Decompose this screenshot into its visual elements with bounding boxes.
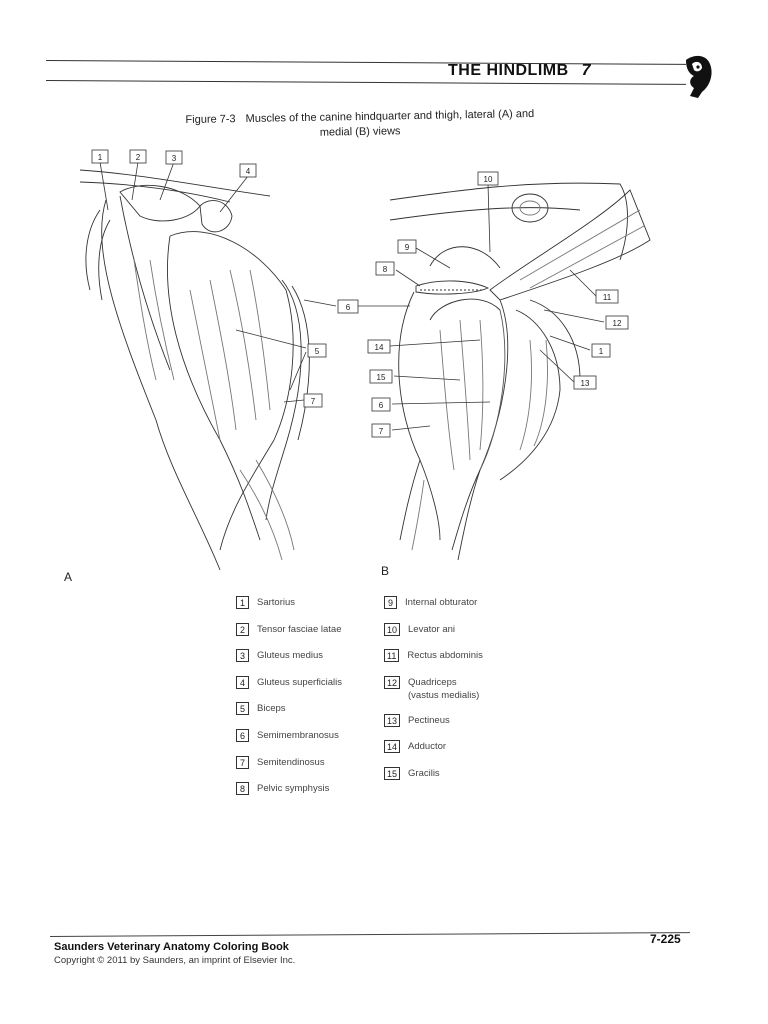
callout-b-8	[376, 262, 394, 275]
callout-b-8-label: 8	[382, 265, 388, 274]
legend-number: 4	[236, 676, 249, 689]
callout-a-2-label: 2	[135, 153, 141, 162]
legend-item	[384, 740, 483, 767]
legend-label: Internal obturator	[405, 597, 478, 608]
legend-number: 7	[236, 756, 249, 769]
legend-number: 10	[384, 623, 400, 636]
callout-b-7	[372, 424, 390, 437]
legend-number: 15	[384, 767, 400, 780]
legend-label: Adductor	[408, 741, 447, 753]
callout-b-12-label: 12	[612, 319, 622, 328]
legend-number: 9	[384, 596, 397, 609]
legend-item	[384, 676, 483, 714]
legend-item	[236, 596, 342, 623]
legend-number: 14	[384, 740, 400, 753]
callout-a-7	[304, 394, 322, 407]
legend-item	[384, 649, 483, 676]
dog-head-icon	[680, 52, 714, 100]
callout-a-6-label: 6	[345, 303, 351, 312]
callout-b-14	[368, 340, 390, 353]
callout-b-9	[398, 240, 416, 253]
legend-item	[236, 782, 342, 809]
callout-a-5-label: 5	[314, 347, 320, 356]
callout-b-11	[596, 290, 618, 303]
panel-label-a: A	[64, 570, 73, 584]
legend-label: Semimembranosus	[257, 729, 339, 741]
legend-number: 5	[236, 702, 249, 715]
legend-item	[236, 676, 342, 703]
legend-label: Biceps	[257, 703, 286, 715]
figure-caption-line1: Muscles of the canine hindquarter and thigh, lateral (A) and	[245, 107, 535, 125]
callout-a-2	[130, 150, 146, 163]
legend-item	[236, 623, 342, 650]
legend-item	[384, 623, 483, 650]
legend-right-column	[384, 596, 483, 794]
figure-caption	[140, 106, 580, 144]
legend-number: 13	[384, 714, 400, 727]
legend-label: Semitendinosus	[257, 756, 325, 768]
callout-b-14-label: 14	[374, 343, 384, 352]
callout-a-1-label: 1	[97, 153, 103, 162]
legend-item	[384, 596, 483, 623]
legend-number: 12	[384, 676, 400, 689]
chapter-title-text: THE HINDLIMB	[448, 62, 569, 79]
callout-b-10	[478, 172, 498, 185]
callout-b-7-label: 7	[378, 427, 384, 436]
callout-a-4-label: 4	[245, 167, 251, 176]
legend-label: Quadriceps (vastus medialis)	[408, 676, 480, 701]
callout-b-11-label: 11	[602, 293, 612, 302]
callouts-a	[92, 150, 358, 407]
callout-b-1	[592, 344, 610, 357]
callout-b-13-label: 13	[580, 379, 590, 388]
legend-item	[384, 767, 483, 794]
callout-b-9-label: 9	[404, 243, 410, 252]
legend-item	[384, 714, 483, 741]
callout-b-13	[574, 376, 596, 389]
medial-view-drawing	[390, 183, 650, 560]
callout-b-6-label: 6	[378, 401, 384, 410]
legend-number: 2	[236, 623, 249, 636]
callout-b-12	[606, 316, 628, 329]
legend-label: Gluteus superficialis	[257, 676, 343, 688]
callout-a-7-label: 7	[310, 397, 316, 406]
legend-label: Pectineus	[408, 714, 450, 726]
legend-number: 6	[236, 729, 249, 742]
legend-number: 1	[236, 596, 249, 609]
legend-label: Rectus abdominis	[407, 650, 483, 662]
book-title: Saunders Veterinary Anatomy Coloring Book	[54, 941, 289, 953]
legend-number: 8	[236, 782, 249, 795]
callout-b-15	[370, 370, 392, 383]
chapter-number: 7	[581, 62, 592, 79]
panel-label-b: B	[381, 564, 390, 578]
anatomy-illustration	[60, 140, 670, 580]
legend-label: Tensor fasciae latae	[257, 623, 342, 635]
callouts-b	[368, 172, 628, 437]
copyright-notice: Copyright © 2011 by Saunders, an imprint of Elsevier Inc.	[54, 955, 296, 966]
legend-item	[236, 729, 342, 756]
figure-number: Figure 7-3	[185, 113, 236, 127]
legend-left-column	[236, 596, 342, 809]
callout-a-3-label: 3	[171, 154, 177, 163]
leader-lines-b	[358, 184, 604, 430]
legend-label: Levator ani	[408, 623, 456, 635]
chapter-title	[448, 62, 591, 80]
legend-label: Gluteus medius	[257, 650, 324, 662]
legend-item	[236, 702, 342, 729]
legend-label: Sartorius	[257, 597, 296, 608]
callout-a-1	[92, 150, 108, 163]
callout-b-15-label: 15	[376, 373, 386, 382]
legend-item	[236, 756, 342, 783]
callout-b-1-label: 1	[598, 347, 604, 356]
footer-rule	[50, 932, 690, 937]
legend-label: Pelvic symphysis	[257, 783, 330, 795]
header-rule-bottom	[46, 80, 686, 85]
callout-a-6	[338, 300, 358, 313]
legend-number: 11	[384, 649, 399, 662]
callout-a-4	[240, 164, 256, 177]
page-number: 7-225	[650, 932, 681, 946]
callout-a-3	[166, 151, 182, 164]
legend-item	[236, 649, 342, 676]
callout-b-6	[372, 398, 390, 411]
legend-number: 3	[236, 649, 249, 662]
callout-b-10-label: 10	[483, 175, 493, 184]
callout-a-5	[308, 344, 326, 357]
figure-caption-line2: medial (B) views	[319, 125, 401, 139]
legend-label: Gracilis	[408, 767, 440, 779]
lateral-view-drawing	[80, 170, 309, 570]
